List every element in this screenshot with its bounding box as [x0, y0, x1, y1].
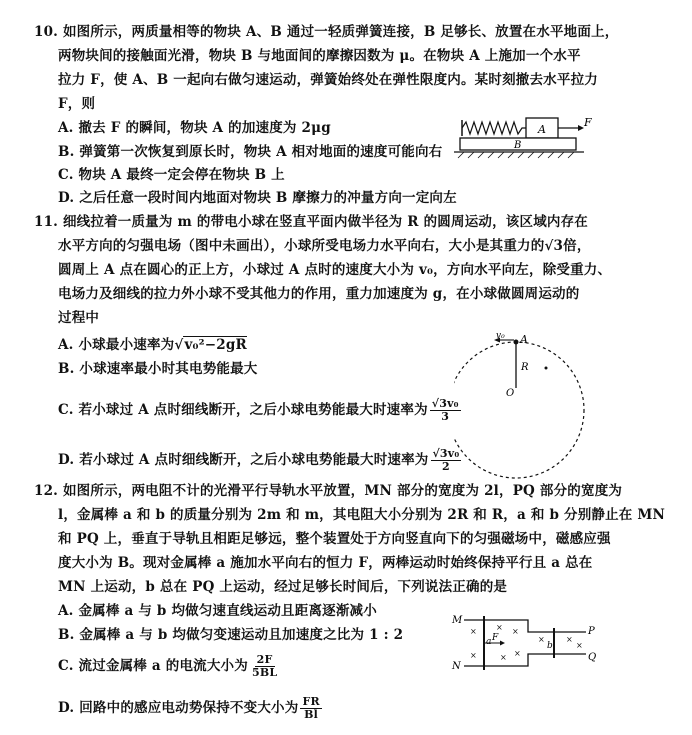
q12-stem-line-2: l，金属棒 a 和 b 的质量分别为 2m 和 m，其电阻大小分别为 2R 和 R，a 和 b 分别静止在 MN — [58, 507, 666, 523]
label-f: F — [584, 116, 592, 129]
svg-text:×: × — [500, 653, 507, 662]
q11-option-c-fraction: $\frac{\text{√3v₀}}{3}$ — [431, 397, 459, 423]
q12-stem-line-4: 度大小为 B。现对金属棒 a 施加水平向右的恒力 F，两棒运动时始终保持平行且 a 总在 — [58, 555, 593, 571]
dot-right — [545, 367, 548, 370]
label-o: O — [506, 388, 515, 399]
q11-stem-line-2: 水平方向的匀强电场（图中未画出），小球所受电场力水平向右，大小是其重力的√3倍， — [58, 238, 591, 254]
label-a: A — [520, 333, 528, 346]
q10-option-b: B. 弹簧第一次恢复到原长时，物块 A 相对地面的速度可能向右 — [58, 144, 443, 160]
label-r: R — [521, 362, 529, 373]
label-rod-a: a — [486, 637, 492, 647]
q10-option-c: C. 物块 A 最终一定会停在物块 B 上 — [58, 167, 285, 183]
q11-stem-line-5: 过程中 — [58, 310, 100, 326]
point-a — [514, 340, 519, 345]
svg-text:×: × — [576, 641, 583, 650]
q11-stem-line-4: 电场力及细线的拉力外小球不受其他力的作用，重力加速度为 g，在小球做圆周运动的 — [58, 286, 580, 302]
label-p: P — [588, 626, 595, 637]
q12-option-b: B. 金属棒 a 与 b 均做匀变速运动且加速度之比为 1 : 2 — [58, 627, 404, 643]
q12-stem-line-1: 12. 如图所示，两电阻不计的光滑平行导轨水平放置，MN 部分的宽度为 2l，PQ 部分的宽度为 — [34, 483, 623, 499]
q10-option-d: D. 之后任意一段时间内地面对物块 B 摩擦力的冲量方向一定向左 — [58, 190, 457, 206]
q11-option-d — [58, 448, 463, 473]
label-v0: v₀ — [496, 331, 505, 341]
svg-text:×: × — [512, 627, 519, 636]
q12-option-d-text: D. 回路中的感应电动势保持不变大小为 — [58, 700, 299, 716]
svg-text:×: × — [514, 649, 521, 658]
label-a: A — [538, 123, 546, 136]
q11-option-d-text: D. 若小球过 A 点时细线断开，之后小球电势能最大时速率为 — [58, 452, 429, 468]
q12-option-d — [58, 696, 324, 721]
q12-option-c — [58, 654, 281, 679]
q12-option-a: A. 金属棒 a 与 b 均做匀速直线运动且距离逐渐减小 — [58, 603, 377, 619]
q12-stem-line-3: 和 PQ 上，垂直于导轨且相距足够远，整个装置处于方向竖直向下的匀强磁场中，磁感应强 — [58, 531, 611, 547]
label-b: B — [514, 140, 522, 151]
spring — [462, 122, 526, 134]
q11-figure-circle — [454, 330, 604, 480]
q11-option-c — [58, 398, 463, 423]
q11-option-c-text: C. 若小球过 A 点时细线断开，之后小球电势能最大时速率为 — [58, 402, 428, 418]
svg-text:×: × — [496, 623, 503, 632]
q10-stem-line-2: 两物块间的接触面光滑，物块 B 与地面间的摩擦因数为 μ。在物块 A 上施加一个水平 — [58, 48, 581, 64]
svg-text:×: × — [538, 635, 545, 644]
q10-figure-spring-blocks — [454, 112, 604, 160]
svg-text:×: × — [566, 635, 573, 644]
q10-stem-line-3: 拉力 F，使 A、B 一起向右做匀速运动，弹簧始终处在弹性限度内。某时刻撤去水平拉力 — [58, 72, 598, 88]
q12-option-d-fraction: $\frac{FR}{Bl}$ — [302, 695, 320, 721]
q11-option-a: A. 小球最小速率为√v₀²−2gR — [58, 337, 247, 353]
label-f: F — [492, 633, 499, 643]
q10-option-a: A. 撤去 F 的瞬间，物块 A 的加速度为 2μg — [58, 120, 331, 136]
q12-option-c-fraction: $\frac{2F}{5BL}$ — [251, 653, 278, 679]
q12-figure-rails — [450, 612, 600, 682]
q12-stem-line-5: MN 上运动，b 总在 PQ 上运动，经过足够长时间后，下列说法正确的是 — [58, 579, 508, 595]
dashed-circle — [454, 342, 584, 478]
label-rod-b: b — [547, 641, 553, 651]
q10-stem-line-4: F，则 — [58, 96, 96, 112]
q12-option-c-text: C. 流过金属棒 a 的电流大小为 — [58, 658, 248, 674]
q11-stem-line-3: 圆周上 A 点在圆心的正上方，小球过 A 点时的速度大小为 v₀，方向水平向左，除受重力、 — [58, 262, 612, 278]
label-q: Q — [588, 652, 597, 663]
label-m: M — [452, 615, 463, 626]
svg-text:×: × — [470, 651, 477, 660]
svg-text:×: × — [470, 627, 477, 636]
q11-option-a-radicand: v₀²−2gR — [184, 337, 247, 353]
q11-option-b: B. 小球速率最小时其电势能最大 — [58, 361, 258, 377]
q11-option-d-fraction: $\frac{\text{√3v₀}}{2}$ — [432, 447, 460, 473]
q11-stem-line-1: 11. 细线拉着一质量为 m 的带电小球在竖直平面内做半径为 R 的圆周运动，该区域内存在 — [34, 214, 588, 230]
q11-option-a-text: A. 小球最小速率为 — [58, 337, 175, 353]
q10-stem-line-1: 10. 如图所示，两质量相等的物块 A、B 通过一轻质弹簧连接，B 足够长、放置在水平地面上， — [34, 24, 619, 40]
label-n: N — [452, 661, 461, 672]
